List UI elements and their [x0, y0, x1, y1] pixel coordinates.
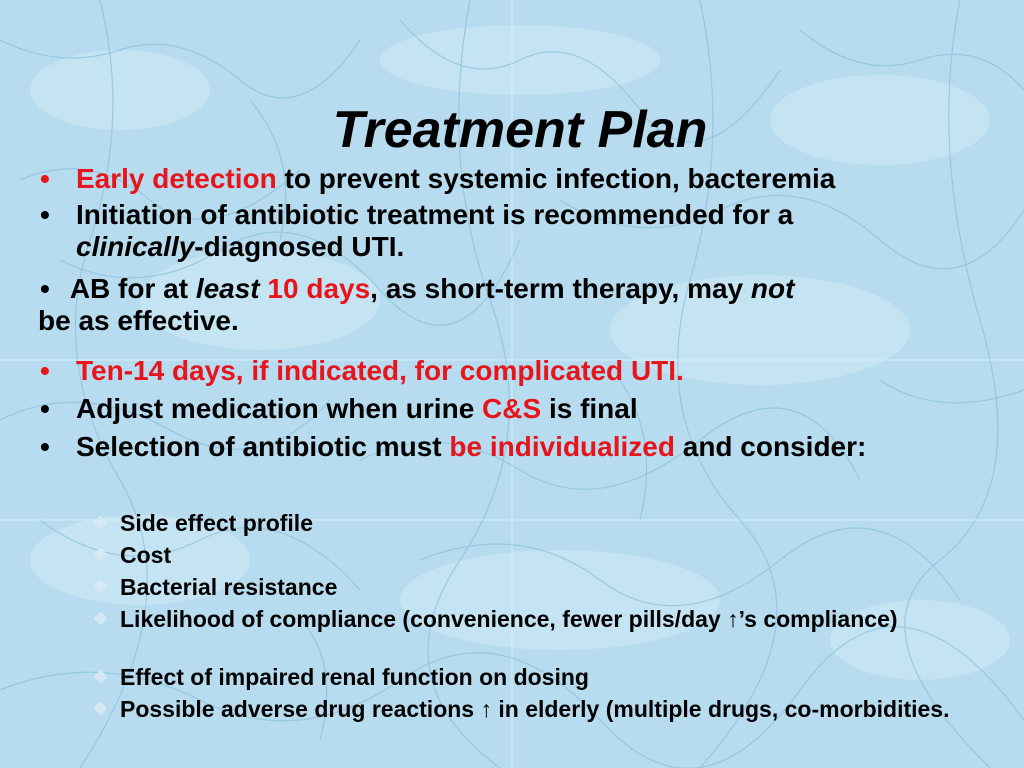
bullet-text: and consider:: [674, 431, 867, 462]
bullet-emphasis: Ten-14 days, if indicated, for complicated UTI.: [76, 355, 684, 386]
sub-bullet-item: [96, 606, 976, 664]
sub-bullet-item: [96, 664, 976, 696]
bullet-emphasis: Early detection: [76, 163, 277, 194]
sub-bullet-item: [96, 542, 976, 574]
bullet-text: is final: [541, 393, 638, 424]
bullet-emphasis: 10 days: [267, 273, 371, 304]
bullet-emphasis: be individualized: [449, 431, 675, 462]
sub-bullet-text: Bacterial resistance: [120, 574, 338, 600]
bullet-dot-icon: •: [40, 273, 50, 304]
bullet-text: Initiation of antibiotic treatment is recommended for a: [76, 199, 794, 230]
bullet-duration: [38, 273, 998, 355]
bullet-adjust-medication: [38, 393, 998, 431]
diamond-bullet-icon: [94, 670, 107, 683]
sub-bullet-text: Likelihood of compliance (convenience, fewer pills/day ↑’s compliance): [120, 606, 898, 632]
sub-bullet-item: [96, 696, 976, 722]
bullet-list: [38, 163, 998, 463]
sub-bullet-text: Possible adverse drug reactions ↑ in elderly (multiple drugs, co-morbidities.: [120, 696, 950, 722]
bullet-italic: not: [750, 273, 795, 304]
bullet-dot-icon: •: [40, 355, 50, 386]
diamond-bullet-icon: [94, 516, 107, 529]
bullet-dot-icon: •: [40, 163, 50, 194]
bullet-initiation: [38, 199, 998, 273]
bullet-text: Selection of antibiotic must: [76, 431, 450, 462]
bullet-early-detection: [38, 163, 998, 199]
bullet-italic: least: [195, 273, 260, 304]
bullet-dot-icon: •: [40, 431, 50, 462]
sub-bullet-list: [96, 510, 976, 722]
bullet-text: , as short-term therapy, may: [370, 273, 751, 304]
bullet-text: to prevent systemic infection, bacteremia: [276, 163, 836, 194]
bullet-complicated: [38, 355, 998, 393]
bullet-selection: [38, 431, 998, 463]
sub-bullet-item: [96, 510, 976, 542]
bullet-dot-icon: •: [40, 393, 50, 424]
sub-bullet-text: Effect of impaired renal function on dosing: [120, 664, 589, 690]
slide-title: Treatment Plan: [332, 101, 708, 159]
diamond-bullet-icon: [94, 612, 107, 625]
diamond-bullet-icon: [94, 702, 107, 715]
bullet-text: Adjust medication when urine: [76, 393, 483, 424]
sub-bullet-item: [96, 574, 976, 606]
sub-bullet-text: Side effect profile: [120, 510, 313, 536]
sub-bullet-text: Cost: [120, 542, 172, 568]
bullet-emphasis: C&S: [482, 393, 542, 424]
diamond-bullet-icon: [94, 580, 107, 593]
diamond-bullet-icon: [94, 548, 107, 561]
bullet-text: -diagnosed UTI.: [194, 231, 405, 262]
bullet-italic: clinically: [76, 231, 195, 262]
bullet-dot-icon: •: [40, 199, 50, 230]
bullet-text: be as effective.: [38, 305, 239, 336]
bullet-text: AB for at: [69, 273, 196, 304]
